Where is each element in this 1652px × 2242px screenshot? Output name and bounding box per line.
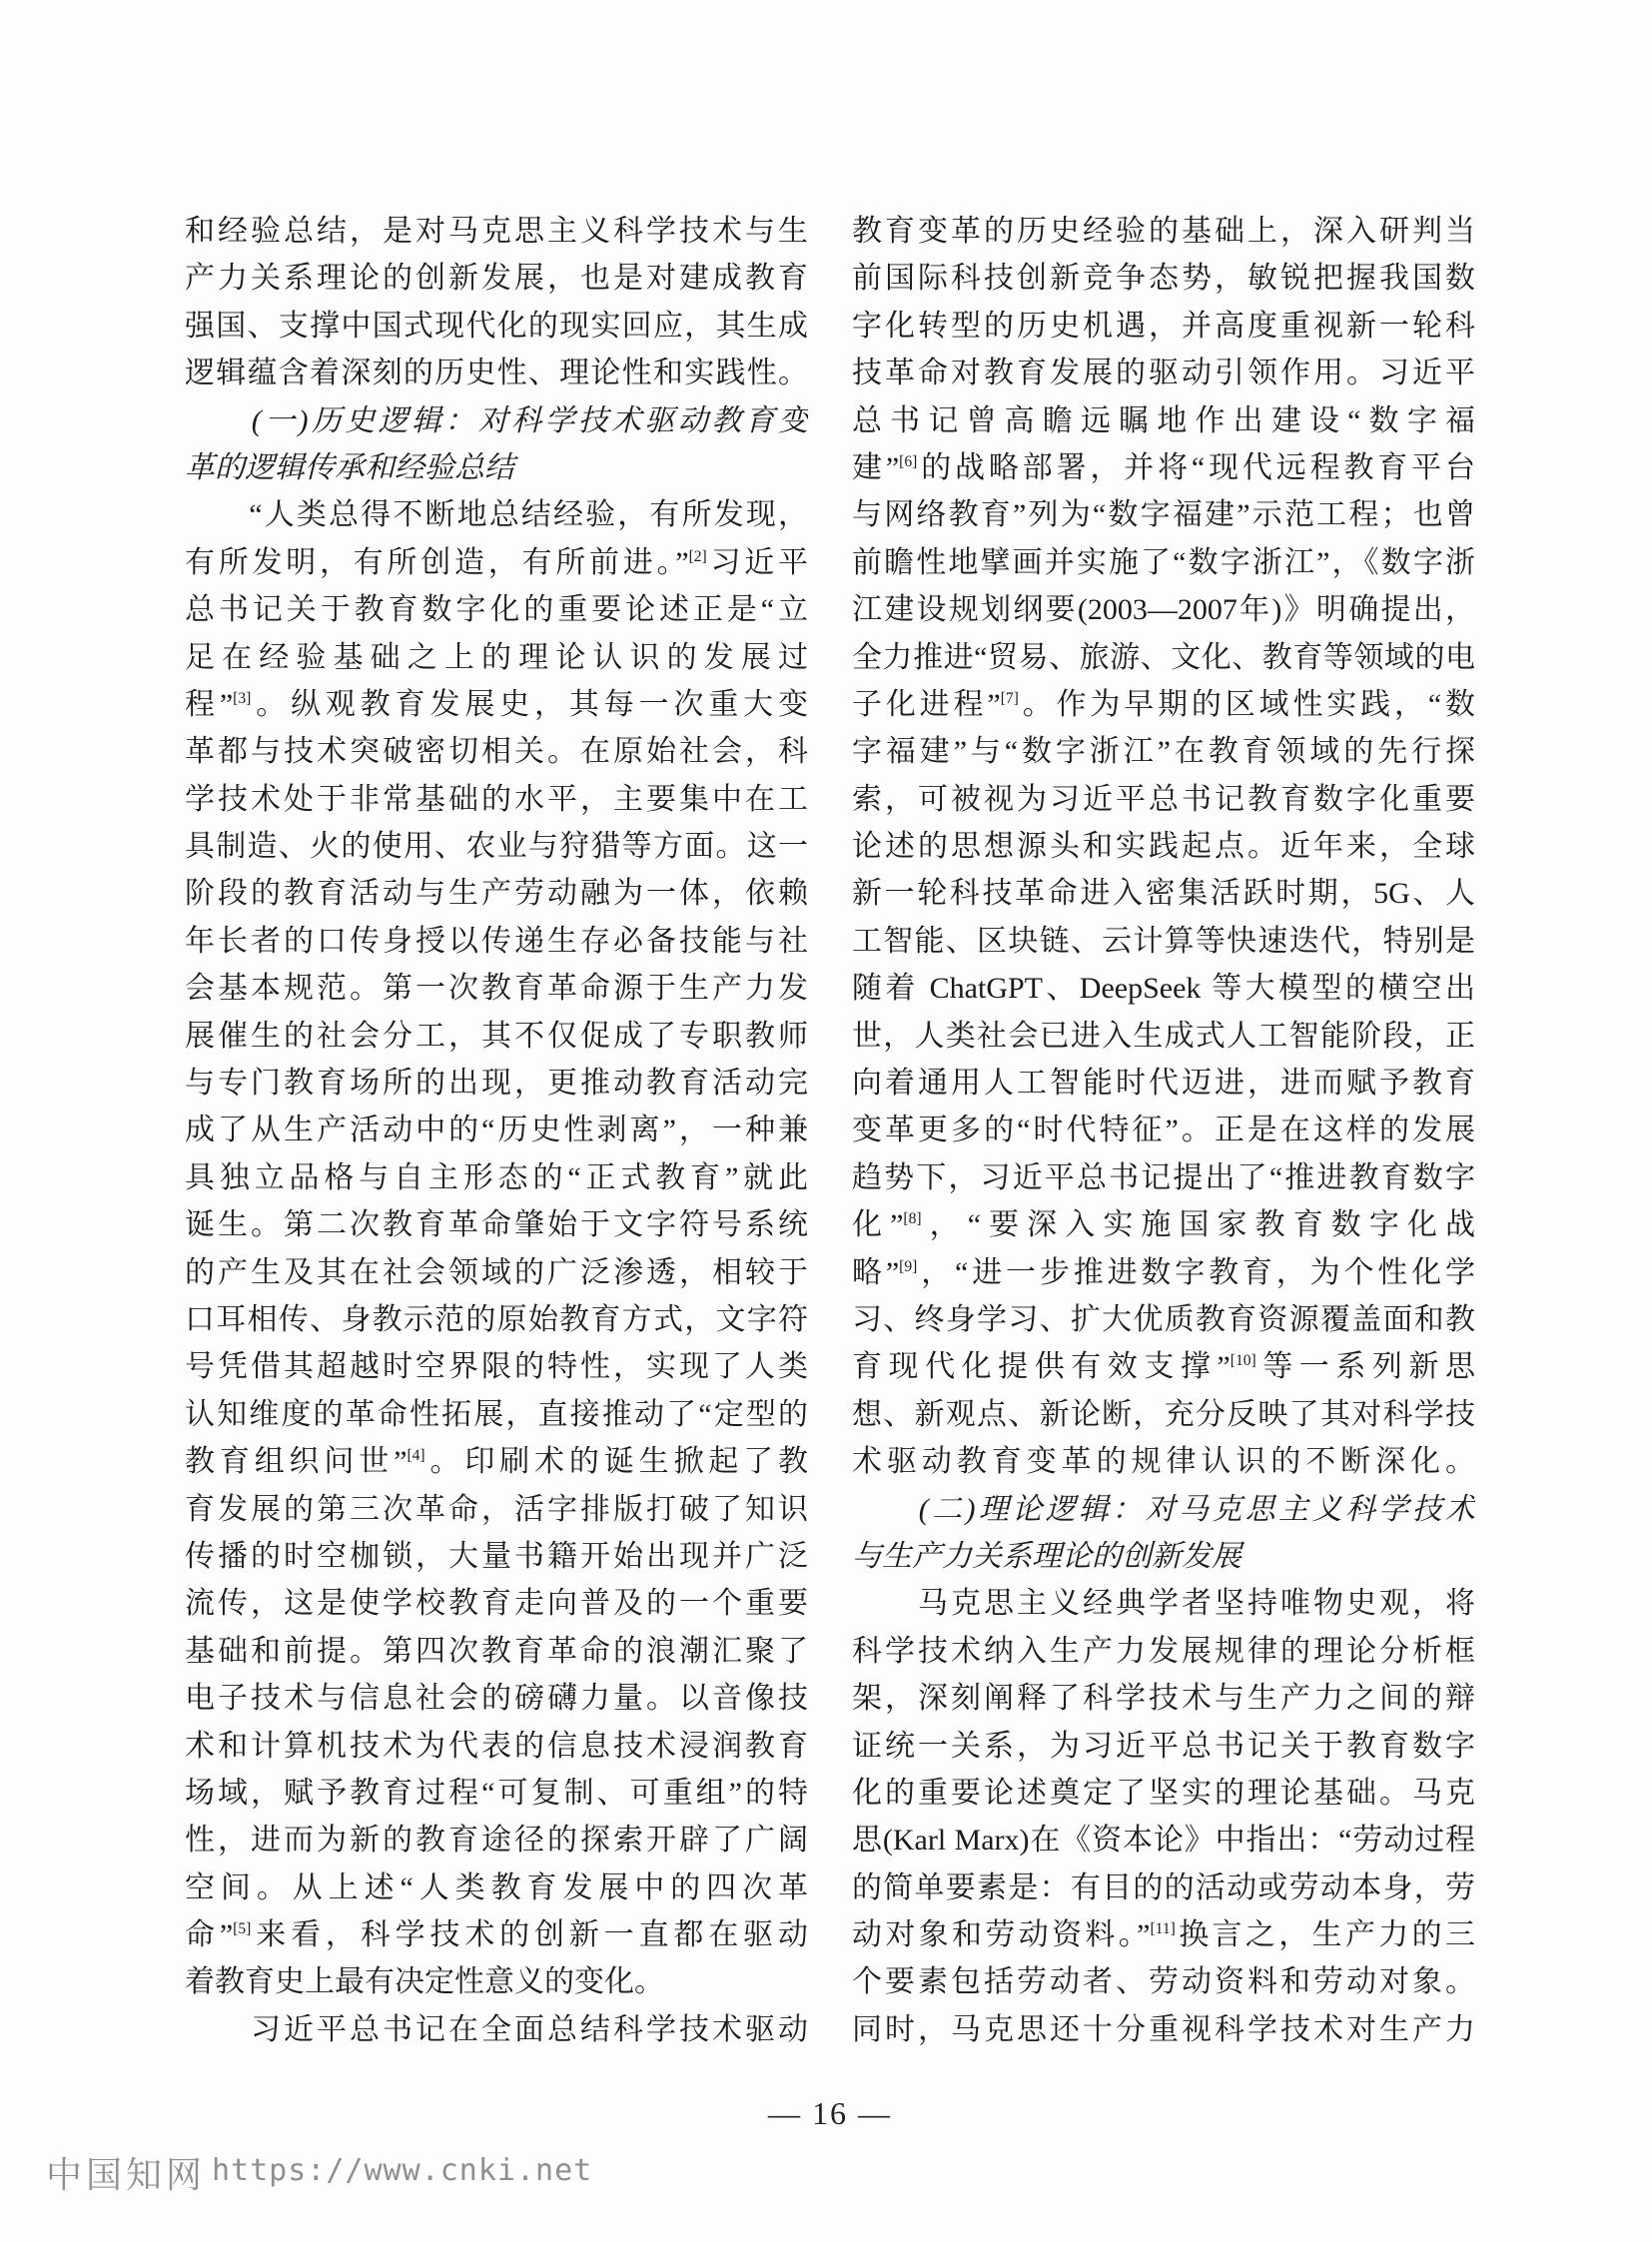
citation-marker: [6] xyxy=(899,452,918,470)
body-text-line: 有所发明，有所创造，有所前进。”[2]习近平 xyxy=(185,545,808,579)
body-text-line: 证统一关系，为习近平总书记关于教育数字 xyxy=(852,1729,1475,1763)
body-text-line: 前国际科技创新竞争态势，敏锐把握我国数 xyxy=(852,262,1475,296)
right-column xyxy=(852,208,1475,2053)
body-text-line: 成了从生产活动中的“历史性剥离”，一种兼 xyxy=(185,1114,808,1147)
body-text-line: 电子技术与信息社会的磅礴力量。以音像技 xyxy=(185,1682,808,1716)
citation-marker: [11] xyxy=(1150,1920,1176,1938)
body-text-line: 革都与技术突破密切相关。在原始社会，科 xyxy=(185,735,808,769)
body-text-line: 习、终身学习、扩大优质教育资源覆盖面和教 xyxy=(852,1302,1475,1336)
body-text-line: 工智能、区块链、云计算等快速迭代，特别是 xyxy=(852,924,1475,958)
body-text-line: 具制造、火的使用、农业与狩猎等方面。这一 xyxy=(185,830,808,864)
body-text-line: 与网络教育”列为“数字福建”示范工程；也曾 xyxy=(852,498,1475,532)
body-text-line: 全力推进“贸易、旅游、文化、教育等领域的电 xyxy=(852,640,1475,674)
body-text-line: 学技术处于非常基础的水平，主要集中在工 xyxy=(185,782,808,816)
body-text-line: 随着 ChatGPT、DeepSeek 等大模型的横空出 xyxy=(852,972,1475,1006)
body-text-line: 子化进程”[7]。作为早期的区域性实践，“数 xyxy=(852,687,1475,721)
body-text-line: 命”[5]来看，科学技术的创新一直都在驱动 xyxy=(185,1918,808,1952)
body-text-line: 强国、支撑中国式现代化的现实回应，其生成 xyxy=(185,309,808,343)
body-text-line: 会基本规范。第一次教育革命源于生产力发 xyxy=(185,972,808,1006)
body-text-line: 认知维度的革命性拓展，直接推动了“定型的 xyxy=(185,1397,808,1431)
body-text-line: 流传，这是使学校教育走向普及的一个重要 xyxy=(185,1587,808,1621)
body-text-line: 论述的思想源头和实践起点。近年来，全球 xyxy=(852,830,1475,864)
body-text-line: 科学技术纳入生产力发展规律的理论分析框 xyxy=(852,1634,1475,1668)
body-text-line: 马克思主义经典学者坚持唯物史观，将 xyxy=(852,1587,1475,1621)
body-text-line: 字福建”与“数字浙江”在教育领域的先行探 xyxy=(852,735,1475,769)
body-text-line: 诞生。第二次教育革命肇始于文字符号系统 xyxy=(185,1208,808,1242)
body-text-line: 育发展的第三次革命，活字排版打破了知识 xyxy=(185,1492,808,1526)
body-text-line: 架，深刻阐释了科学技术与生产力之间的辩 xyxy=(852,1682,1475,1716)
body-text-line: 前瞻性地擘画并实施了“数字浙江”，《数字浙 xyxy=(852,545,1475,579)
body-text-line: 空间。从上述“人类教育发展中的四次革 xyxy=(185,1870,808,1904)
body-text-line: 总书记曾高瞻远瞩地作出建设“数字福 xyxy=(852,403,1475,437)
page-number: — 16 — xyxy=(768,2095,892,2131)
body-text-line: 育现代化提供有效支撑”[10]等一系列新思 xyxy=(852,1350,1475,1384)
body-text-line: 技革命对教育发展的驱动引领作用。习近平 xyxy=(852,357,1475,390)
body-text-line: 思(Karl Marx)在《资本论》中指出：“劳动过程 xyxy=(852,1824,1475,1858)
body-text-line: 场域，赋予教育过程“可复制、可重组”的特 xyxy=(185,1776,808,1810)
body-text-line: 具独立品格与自主形态的“正式教育”就此 xyxy=(185,1160,808,1194)
body-text-line: 号凭借其超越时空界限的特性，实现了人类 xyxy=(185,1350,808,1384)
cnki-watermark-url: https://www.cnki.net xyxy=(212,2153,593,2188)
body-text-line: 化”[8]，“要深入实施国家教育数字化战 xyxy=(852,1208,1475,1242)
body-text-line: 教育变革的历史经验的基础上，深入研判当 xyxy=(852,215,1475,248)
body-text-line: 基础和前提。第四次教育革命的浪潮汇聚了 xyxy=(185,1634,808,1668)
body-text-line: 向着通用人工智能时代迈进，进而赋予教育 xyxy=(852,1067,1475,1101)
body-text-line: 想、新观点、新论断，充分反映了其对科学技 xyxy=(852,1397,1475,1431)
body-text-line: 逻辑蕴含着深刻的历史性、理论性和实践性。 xyxy=(185,357,808,390)
citation-marker: [5] xyxy=(233,1920,252,1938)
section-heading-line: (二)理论逻辑：对马克思主义科学技术 xyxy=(852,1492,1475,1526)
body-text-line: 阶段的教育活动与生产劳动融为一体，依赖 xyxy=(185,877,808,911)
body-text-line: 世，人类社会已进入生成式人工智能阶段，正 xyxy=(852,1019,1475,1053)
body-text-line: 教育组织问世”[4]。印刷术的诞生掀起了教 xyxy=(185,1445,808,1479)
citation-marker: [3] xyxy=(233,689,252,707)
body-text-line: 的简单要素是：有目的的活动或劳动本身，劳 xyxy=(852,1870,1475,1904)
body-text-line: 江建设规划纲要(2003—2007年)》明确提出， xyxy=(852,593,1475,627)
body-text-line: 展催生的社会分工，其不仅促成了专职教师 xyxy=(185,1019,808,1053)
cnki-watermark-brand: 中国知网 xyxy=(46,2155,207,2195)
citation-marker: [2] xyxy=(688,547,707,565)
body-text-line: “人类总得不断地总结经验，有所发现， xyxy=(185,498,808,532)
body-text-line: 习近平总书记在全面总结科学技术驱动 xyxy=(185,2012,808,2046)
body-text-line: 性，进而为新的教育途径的探索开辟了广阔 xyxy=(185,1824,808,1858)
body-text-line: 略”[9]，“进一步推进数字教育，为个性化学 xyxy=(852,1255,1475,1289)
body-text-line: 动对象和劳动资料。”[11]换言之，生产力的三 xyxy=(852,1918,1475,1952)
body-text-line: 变革更多的“时代特征”。正是在这样的发展 xyxy=(852,1114,1475,1147)
body-text-line: 建”[6]的战略部署，并将“现代远程教育平台 xyxy=(852,450,1475,484)
body-text-line: 和经验总结，是对马克思主义科学技术与生 xyxy=(185,215,808,248)
body-text-line: 与专门教育场所的出现，更推动教育活动完 xyxy=(185,1067,808,1101)
body-text-line: 口耳相传、身教示范的原始教育方式，文字符 xyxy=(185,1302,808,1336)
body-text-line: 字化转型的历史机遇，并高度重视新一轮科 xyxy=(852,309,1475,343)
body-text-line: 术驱动教育变革的规律认识的不断深化。 xyxy=(852,1445,1475,1479)
body-text-line: 化的重要论述奠定了坚实的理论基础。马克 xyxy=(852,1776,1475,1810)
body-text-line: 术和计算机技术为代表的信息技术浸润教育 xyxy=(185,1729,808,1763)
body-text-line: 程”[3]。纵观教育发展史，其每一次重大变 xyxy=(185,687,808,721)
section-heading-line: (一)历史逻辑：对科学技术驱动教育变 xyxy=(185,403,808,437)
article-body xyxy=(185,208,1475,2053)
body-text-line: 着教育史上最有决定性意义的变化。 xyxy=(185,1965,664,1999)
citation-marker: [4] xyxy=(407,1447,425,1465)
body-text-line: 个要素包括劳动者、劳动资料和劳动对象。 xyxy=(852,1965,1475,1999)
body-text-line: 同时，马克思还十分重视科学技术对生产力 xyxy=(852,2012,1475,2046)
section-heading-line: 革的逻辑传承和经验总结 xyxy=(185,450,514,484)
section-heading-line: 与生产力关系理论的创新发展 xyxy=(852,1539,1241,1573)
body-text-line: 年长者的口传身授以传递生存必备技能与社 xyxy=(185,924,808,958)
body-text-line: 索，可被视为习近平总书记教育数字化重要 xyxy=(852,782,1475,816)
body-text-line: 产力关系理论的创新发展，也是对建成教育 xyxy=(185,262,808,296)
body-text-line: 传播的时空枷锁，大量书籍开始出现并广泛 xyxy=(185,1539,808,1573)
body-text-line: 总书记关于教育数字化的重要论述正是“立 xyxy=(185,593,808,627)
body-text-line: 的产生及其在社会领域的广泛渗透，相较于 xyxy=(185,1255,808,1289)
citation-marker: [10] xyxy=(1230,1352,1256,1370)
body-text-line: 趋势下，习近平总书记提出了“推进教育数字 xyxy=(852,1160,1475,1194)
citation-marker: [8] xyxy=(903,1210,922,1228)
left-column xyxy=(185,208,808,2053)
citation-marker: [7] xyxy=(1000,689,1019,707)
citation-marker: [9] xyxy=(899,1257,918,1275)
body-text-line: 足在经验基础之上的理论认识的发展过 xyxy=(185,640,808,674)
body-text-line: 新一轮科技革命进入密集活跃时期，5G、人 xyxy=(852,877,1475,911)
